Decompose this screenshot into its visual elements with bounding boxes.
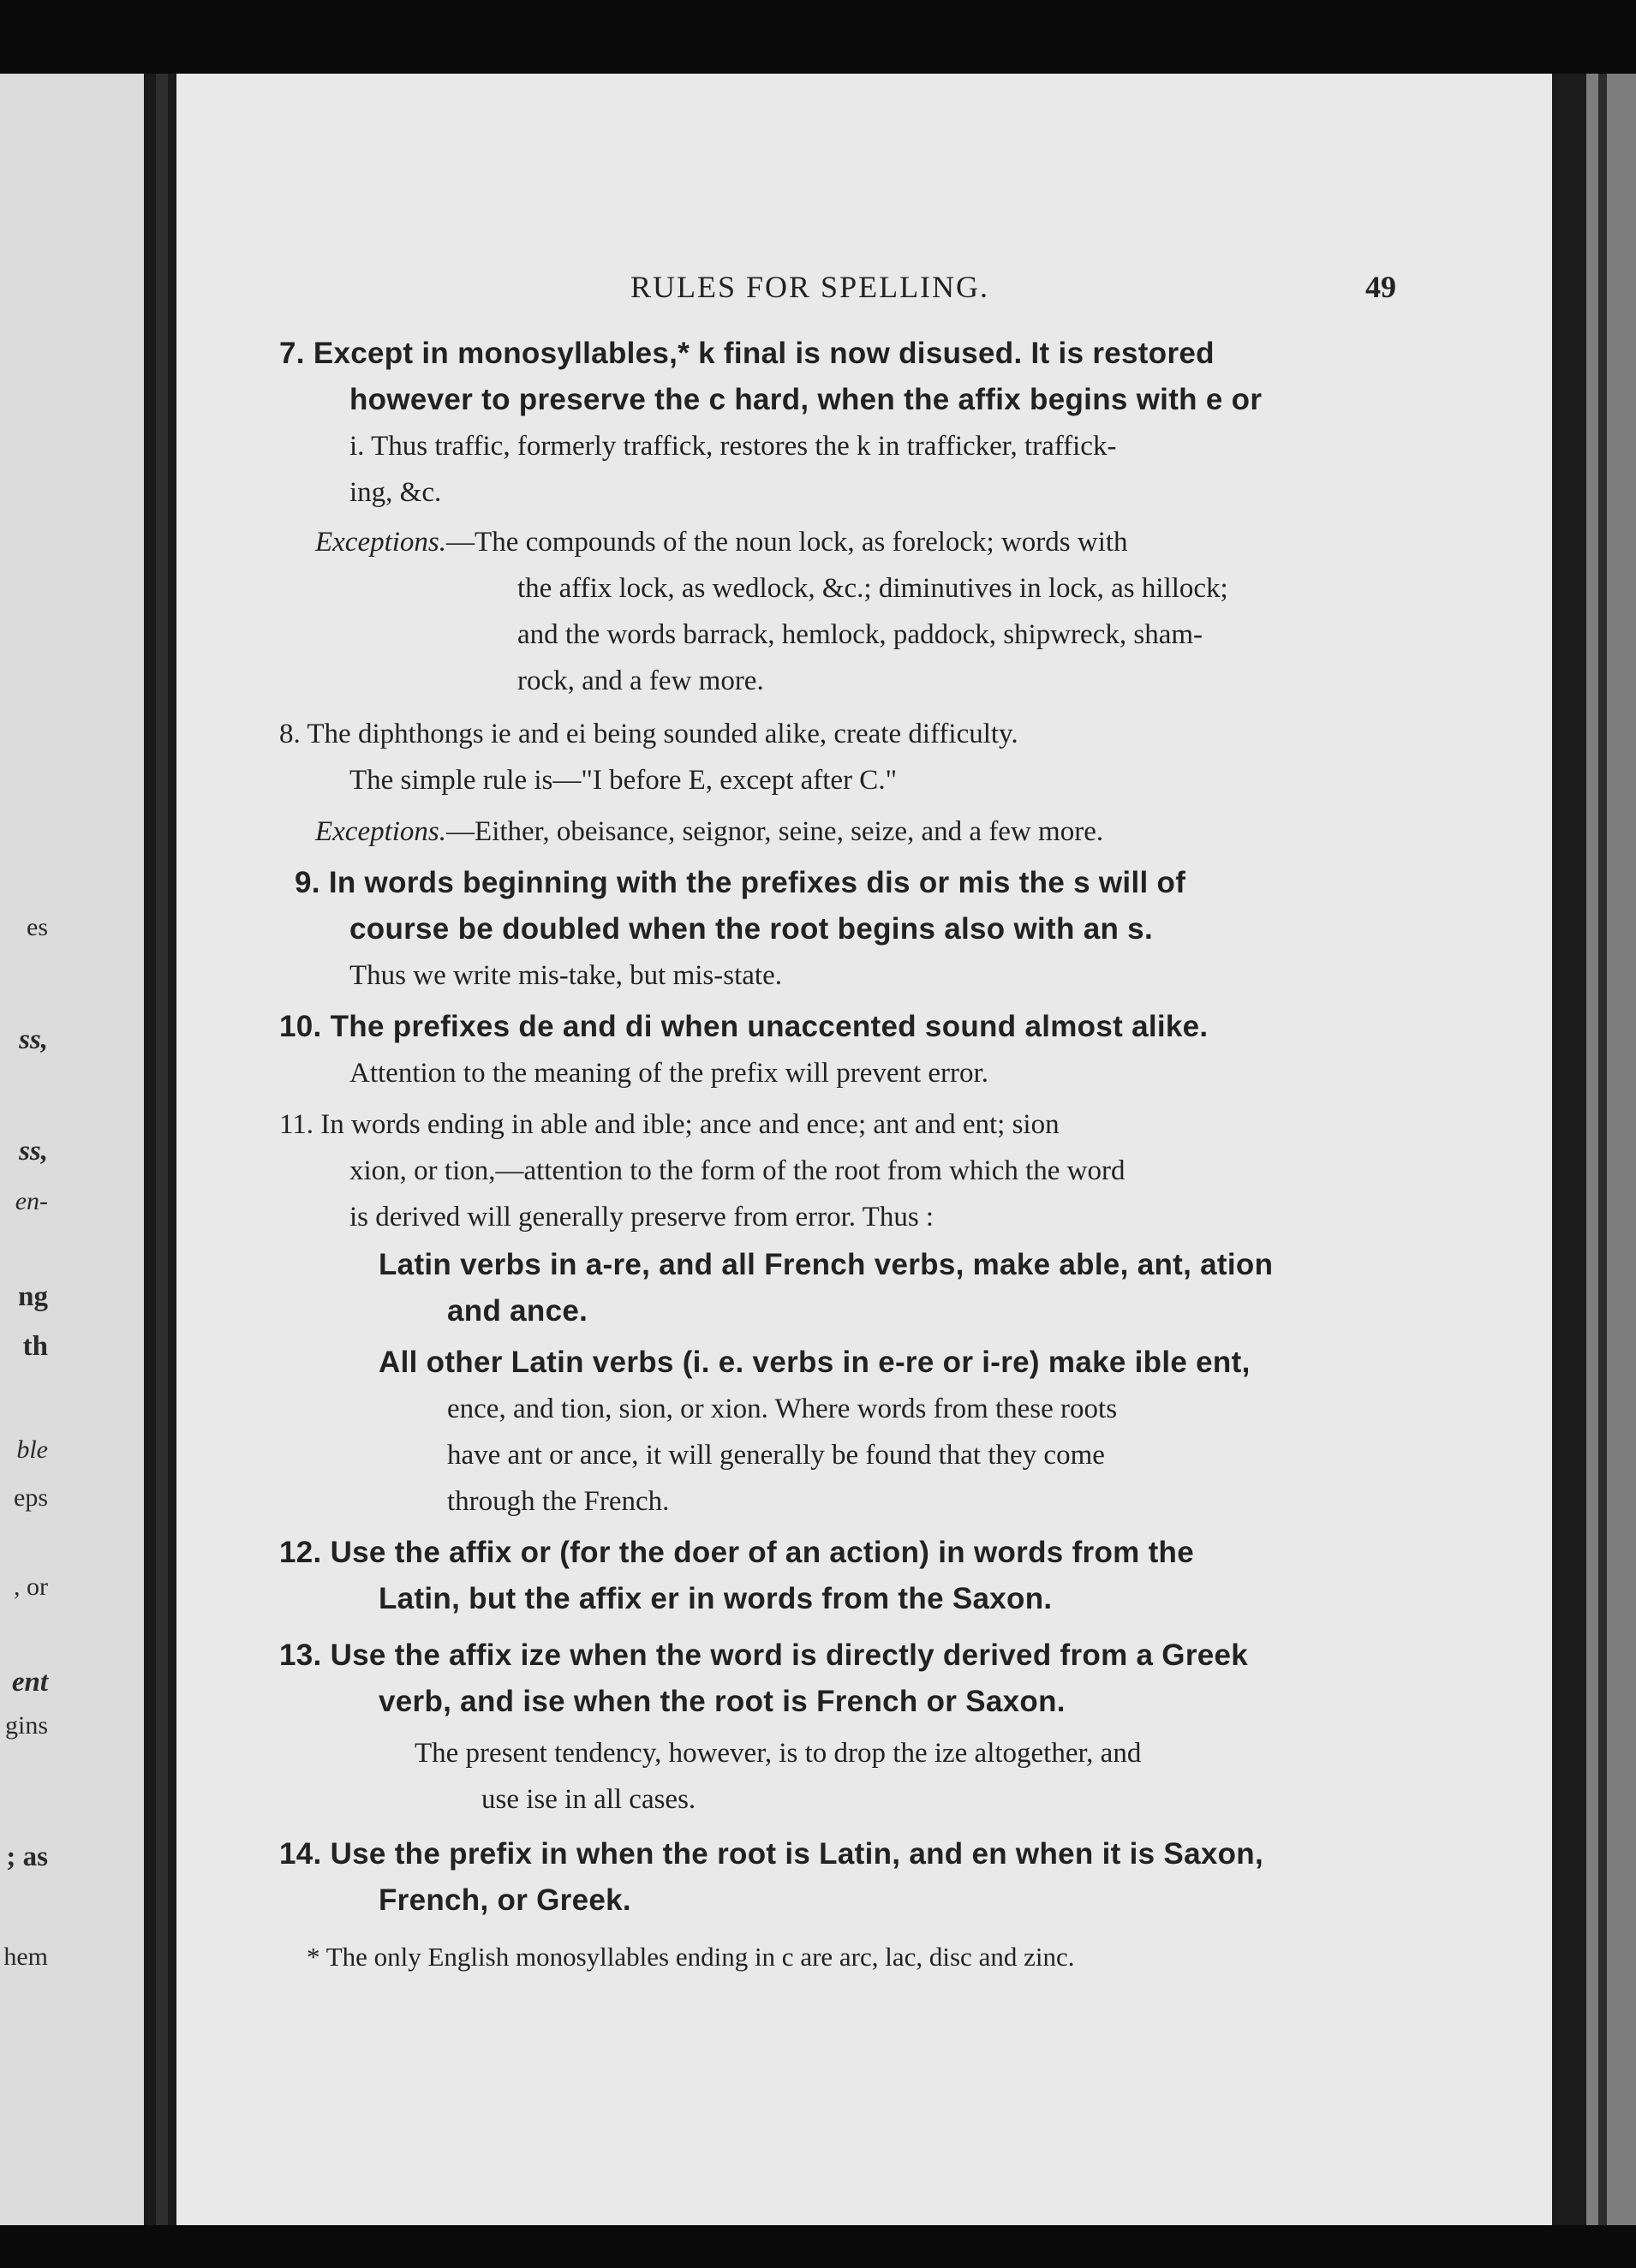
fragment: th (22, 1331, 48, 1362)
exceptions-text: —Either, obeisance, seignor, seine, seize, and a few more. (446, 816, 1104, 847)
rule-7-line-4: ing, &c. (349, 477, 442, 508)
rule-7-line-2: however to preserve the c hard, when the affix begins with e or (349, 383, 1263, 416)
rule-13-note-line-2: use ise in all cases. (481, 1784, 696, 1815)
gutter-shadow (156, 74, 168, 2225)
rule-14-line-1: 14. Use the prefix in when the root is Latin, and en when it is Saxon, (279, 1837, 1263, 1871)
rule-9-line-2: course be doubled when the root begins also with an s. (349, 912, 1153, 946)
book-page (176, 74, 1552, 2225)
rule-8-line-1: 8. The diphthongs ie and ei being sounded alike, create difficulty. (279, 719, 1018, 749)
rule-11-latin-b-line-2: ence, and tion, sion, or xion. Where words from these roots (447, 1394, 1118, 1424)
rule-11-line-1: 11. In words ending in able and ible; ance and ence; ant and ent; sion (279, 1109, 1060, 1140)
rule-11-latin-a-line-1: Latin verbs in a-re, and all French verbs, make able, ant, ation (379, 1248, 1274, 1281)
fragment: ss, (19, 1024, 48, 1055)
fragment: ble (16, 1435, 48, 1464)
rule-10-line-1: 10. The prefixes de and di when unaccented sound almost alike. (279, 1010, 1209, 1043)
rule-7-exceptions (315, 519, 1128, 565)
rule-14-line-2: French, or Greek. (379, 1883, 631, 1917)
fragment: ent (11, 1667, 48, 1698)
rule-13-note-line-1: The present tendency, however, is to drop the ize altogether, and (415, 1738, 1142, 1769)
rule-9-line-1: 9. In words beginning with the prefixes dis or mis the s will of (295, 866, 1186, 899)
rule-12-line-2: Latin, but the affix er in words from the Saxon. (379, 1582, 1053, 1615)
exceptions-label: Exceptions. (315, 527, 447, 558)
footnote: * The only English monosyllables ending in c are arc, lac, disc and zinc. (307, 1942, 1075, 1972)
rule-7-exceptions-line-3: and the words barrack, hemlock, paddock, shipwreck, sham- (517, 619, 1203, 650)
fragment: hem (3, 1943, 48, 1971)
rule-9-line-3: Thus we write mis-take, but mis-state. (349, 960, 782, 991)
page-edge-shadow (1552, 74, 1586, 2225)
exceptions-text: —The compounds of the noun lock, as forelock; words with (446, 527, 1128, 558)
rule-7-exceptions-line-4: rock, and a few more. (517, 665, 764, 696)
rule-7-line-1: 7. Except in monosyllables,* k final is now disused. It is restored (279, 337, 1215, 370)
fragment: ss, (19, 1136, 48, 1167)
fragment: es (27, 913, 48, 941)
rule-7-exceptions-line-2: the affix lock, as wedlock, &c.; diminutives in lock, as hillock; (517, 573, 1228, 604)
fragment: ; as (6, 1841, 48, 1872)
facing-page-edge (0, 74, 144, 2225)
scan-top-border (0, 0, 1636, 74)
page-stack-edge (1586, 74, 1636, 2225)
scan-bottom-border (0, 2225, 1636, 2268)
fragment: ng (18, 1281, 48, 1312)
page-title: RULES FOR SPELLING. (630, 270, 990, 304)
page-stack-line (1598, 74, 1607, 2225)
rule-11-latin-a-line-2: and ance. (447, 1294, 588, 1328)
rule-11-latin-b-line-3: have ant or ance, it will generally be found that they come (447, 1440, 1105, 1471)
page-number: 49 (1365, 270, 1396, 304)
fragment: en- (15, 1187, 48, 1215)
running-header (176, 269, 1410, 312)
rule-11-latin-b-line-1: All other Latin verbs (i. e. verbs in e-re or i-re) make ible ent, (379, 1346, 1251, 1379)
rule-12-line-1: 12. Use the affix or (for the doer of an action) in words from the (279, 1536, 1194, 1569)
rule-7-line-3: i. Thus traffic, formerly traffick, restores the k in trafficker, traffick- (349, 431, 1117, 462)
fragment: gins (4, 1711, 48, 1740)
rule-8-line-2: The simple rule is—"I before E, except after C." (349, 765, 898, 796)
rule-11-line-2: xion, or tion,—attention to the form of the root from which the word (349, 1155, 1125, 1186)
rule-13-line-2: verb, and ise when the root is French or Saxon. (379, 1685, 1066, 1718)
rule-10-line-2: Attention to the meaning of the prefix will prevent error. (349, 1058, 988, 1089)
exceptions-label: Exceptions. (315, 816, 447, 847)
fragment: eps (14, 1483, 48, 1512)
rule-8-exceptions (315, 809, 1103, 855)
rule-11-line-3: is derived will generally preserve from error. Thus : (349, 1202, 934, 1232)
rule-11-latin-b-line-4: through the French. (447, 1486, 670, 1517)
rule-13-line-1: 13. Use the affix ize when the word is directly derived from a Greek (279, 1638, 1249, 1672)
fragment: , or (14, 1573, 48, 1601)
